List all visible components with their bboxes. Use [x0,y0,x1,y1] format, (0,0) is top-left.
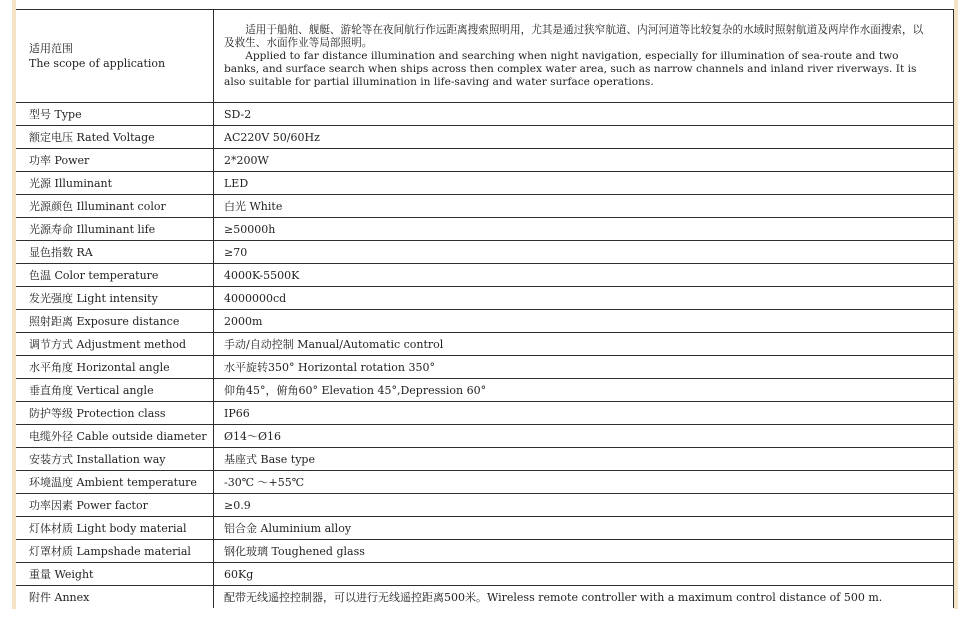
spec-value: -30℃ ～+55℃ [214,471,954,494]
spec-label: 电缆外径 Cable outside diameter [16,425,214,448]
spec-value: 钢化玻璃 Toughened glass [214,540,954,563]
spec-label: 型号 Type [16,103,214,126]
spec-label: 功率因素 Power factor [16,494,214,517]
spec-row [16,586,954,609]
spec-row [16,149,954,172]
scope-label-zh: 适用范围 [29,42,73,55]
spec-label: 光源颜色 Illuminant color [16,195,214,218]
spec-row [16,402,954,425]
spec-sheet [16,0,954,609]
spec-value: ≥70 [214,241,954,264]
spec-label: 水平角度 Horizontal angle [16,356,214,379]
spec-label: 光源寿命 Illuminant life [16,218,214,241]
spec-label: 垂直角度 Vertical angle [16,379,214,402]
spec-row [16,471,954,494]
spec-label: 环境温度 Ambient temperature [16,471,214,494]
spec-label: 重量 Weight [16,563,214,586]
spec-label: 显色指数 RA [16,241,214,264]
spec-value: 2*200W [214,149,954,172]
spec-label: 照射距离 Exposure distance [16,310,214,333]
spec-value: 60Kg [214,563,954,586]
spec-value: 基座式 Base type [214,448,954,471]
spec-row [16,494,954,517]
spec-label: 调节方式 Adjustment method [16,333,214,356]
scope-text-zh: 适用于船舶、舰艇、游轮等在夜间航行作远距离搜索照明用，尤其是通过狭窄航道、内河河道等比较复杂的水域时照射航道及两岸作水面搜索，以及救生、水面作业等局部照明。 [224,23,924,49]
spec-label: 防护等级 Protection class [16,402,214,425]
spec-row [16,241,954,264]
spec-row [16,540,954,563]
spec-row [16,264,954,287]
page-frame [12,0,958,609]
spec-value: 4000000cd [214,287,954,310]
spec-value: SD-2 [214,103,954,126]
scope-value [214,10,954,103]
spec-value: LED [214,172,954,195]
spec-label: 光源 Illuminant [16,172,214,195]
spec-value: IP66 [214,402,954,425]
spec-row [16,563,954,586]
spec-value: ≥0.9 [214,494,954,517]
spec-row [16,425,954,448]
scope-label-en: The scope of application [29,57,166,70]
spec-value: 配带无线遥控控制器，可以进行无线遥控距离500米。Wireless remote controller with a maximum control distance of 500 m. [214,586,954,609]
spec-row [16,218,954,241]
spec-value: 手动/自动控制 Manual/Automatic control [214,333,954,356]
spec-value: Ø14～Ø16 [214,425,954,448]
spec-label: 附件 Annex [16,586,214,609]
spec-row [16,333,954,356]
spec-row [16,379,954,402]
spec-table [16,9,954,608]
spec-row [16,103,954,126]
spec-value: ≥50000h [214,218,954,241]
spec-label: 灯罩材质 Lampshade material [16,540,214,563]
spec-row [16,310,954,333]
spec-value: 水平旋转350° Horizontal rotation 350° [214,356,954,379]
spec-value: 白光 White [214,195,954,218]
scope-row [16,10,954,103]
spec-label: 色温 Color temperature [16,264,214,287]
spec-label: 功率 Power [16,149,214,172]
spec-row [16,517,954,540]
spec-row [16,287,954,310]
spec-value: 仰角45°，俯角60° Elevation 45°,Depression 60° [214,379,954,402]
spec-row [16,448,954,471]
spec-row [16,172,954,195]
spec-value: 铝合金 Aluminium alloy [214,517,954,540]
spec-label: 安装方式 Installation way [16,448,214,471]
spec-row [16,126,954,149]
scope-text-en: Applied to far distance illumination and searching when night navigation, especially for illumination of sea-route and two banks, and surface search when ships across then complex water area, such as narrow channels and inland river riverways. It is also suitable for partial illumination in life-saving and water surface operations. [224,49,917,88]
spec-label: 发光强度 Light intensity [16,287,214,310]
spec-value: 4000K-5500K [214,264,954,287]
spec-label: 灯体材质 Light body material [16,517,214,540]
spec-row [16,356,954,379]
spec-label: 额定电压 Rated Voltage [16,126,214,149]
spec-value: 2000m [214,310,954,333]
spec-row [16,195,954,218]
scope-label [16,10,214,103]
spec-value: AC220V 50/60Hz [214,126,954,149]
